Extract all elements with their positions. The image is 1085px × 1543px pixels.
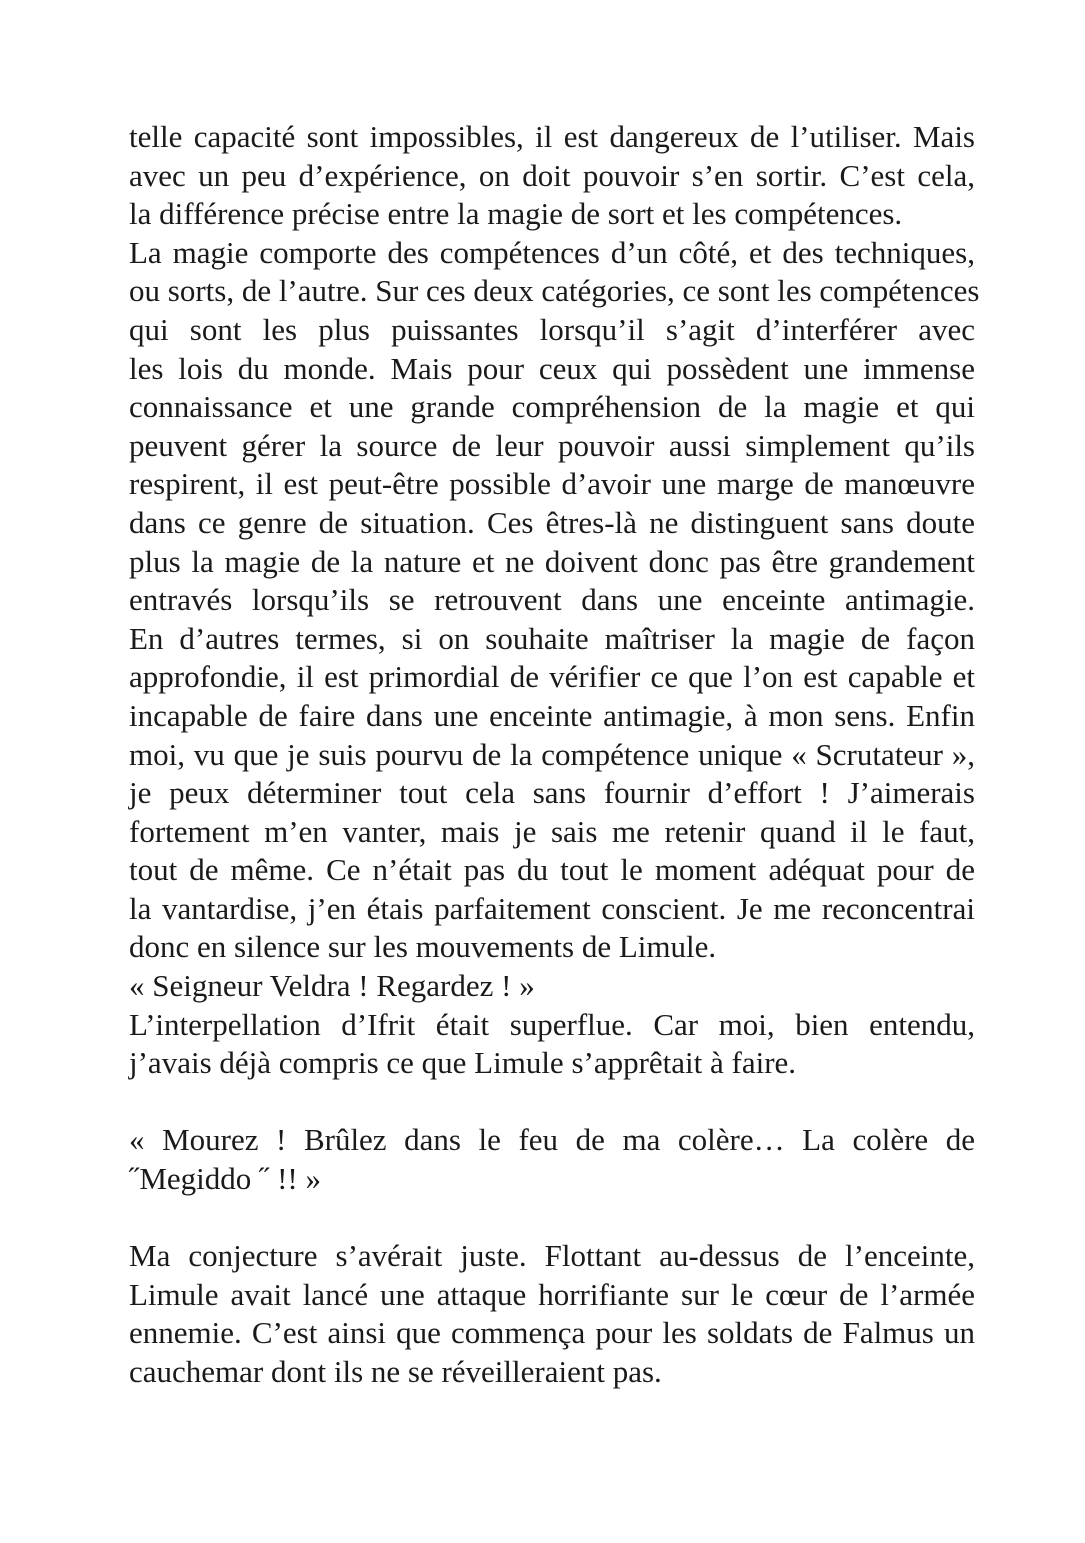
text-line: approfondie, il est primordial de vérifier ce que l’on est capable et xyxy=(129,659,975,695)
text-line: je peux déterminer tout cela sans fournir d’effort ! J’aimerais xyxy=(129,775,975,811)
spacer xyxy=(129,1199,975,1238)
text-line: moi, vu que je suis pourvu de la compétence unique « Scrutateur », xyxy=(129,736,975,772)
book-page xyxy=(129,118,980,1392)
text-line: qui sont les plus puissantes lorsqu’il s’agit d’interférer avec xyxy=(129,311,975,347)
text-line: les lois du monde. Mais pour ceux qui possèdent une immense xyxy=(129,350,975,386)
text-line: L’interpellation d’Ifrit était superflue. Car moi, bien entendu, xyxy=(129,1006,975,1042)
text-line: j’avais déjà compris ce que Limule s’apprêtait à faire. xyxy=(129,1045,797,1081)
text-line: la vantardise, j’en étais parfaitement conscient. Je me reconcentrai xyxy=(129,890,975,926)
text-line: « Seigneur Veldra ! Regardez ! » xyxy=(129,968,535,1004)
dialogue-veldra xyxy=(129,967,975,1006)
text-line: Ma conjecture s’avérait juste. Flottant au-dessus de l’enceinte, xyxy=(129,1238,975,1274)
text-line: donc en silence sur les mouvements de Limule. xyxy=(129,929,717,965)
text-line: entravés lorsqu’ils se retrouvent dans une enceinte antimagie. xyxy=(129,582,975,618)
text-line: Limule avait lancé une attaque horrifiante sur le cœur de l’armée xyxy=(129,1276,975,1312)
text-line: ennemie. C’est ainsi que commença pour les soldats de Falmus un xyxy=(129,1315,975,1351)
spacer xyxy=(129,1083,975,1122)
dialogue-megiddo xyxy=(129,1121,975,1198)
paragraph-3 xyxy=(129,1237,975,1391)
text-line: La magie comporte des compétences d’un côté, et des techniques, xyxy=(129,234,975,270)
text-line: connaissance et une grande compréhension de la magie et qui xyxy=(129,389,975,425)
text-line: ˝Megiddo ˝ !! » xyxy=(129,1161,321,1197)
text-line: fortement m’en vanter, mais je sais me retenir quand il le faut, xyxy=(129,813,975,849)
text-line: cauchemar dont ils ne se réveilleraient pas. xyxy=(129,1354,662,1389)
text-line: respirent, il est peut-être possible d’avoir une marge de manœuvre xyxy=(129,466,975,502)
text-line: telle capacité sont impossibles, il est dangereux de l’utiliser. Mais xyxy=(129,119,975,154)
paragraph-2 xyxy=(129,1006,975,1083)
text-line: tout de même. Ce n’était pas du tout le moment adéquat pour de xyxy=(129,852,975,888)
text-line: ou sorts, de l’autre. Sur ces deux catégories, ce sont les compétences xyxy=(129,273,980,309)
text-line: la différence précise entre la magie de sort et les compétences. xyxy=(129,196,903,232)
text-line: « Mourez ! Brûlez dans le feu de ma colère… La colère de xyxy=(129,1122,975,1158)
text-line: avec un peu d’expérience, on doit pouvoir s’en sortir. C’est cela, xyxy=(129,157,975,193)
paragraph-1 xyxy=(129,118,980,967)
text-line: incapable de faire dans une enceinte antimagie, à mon sens. Enfin xyxy=(129,697,975,733)
text-line: dans ce genre de situation. Ces êtres-là ne distinguent sans doute xyxy=(129,504,975,540)
text-line: En d’autres termes, si on souhaite maîtriser la magie de façon xyxy=(129,620,975,656)
text-line: peuvent gérer la source de leur pouvoir aussi simplement qu’ils xyxy=(129,427,975,463)
text-line: plus la magie de la nature et ne doivent donc pas être grandement xyxy=(129,543,975,579)
